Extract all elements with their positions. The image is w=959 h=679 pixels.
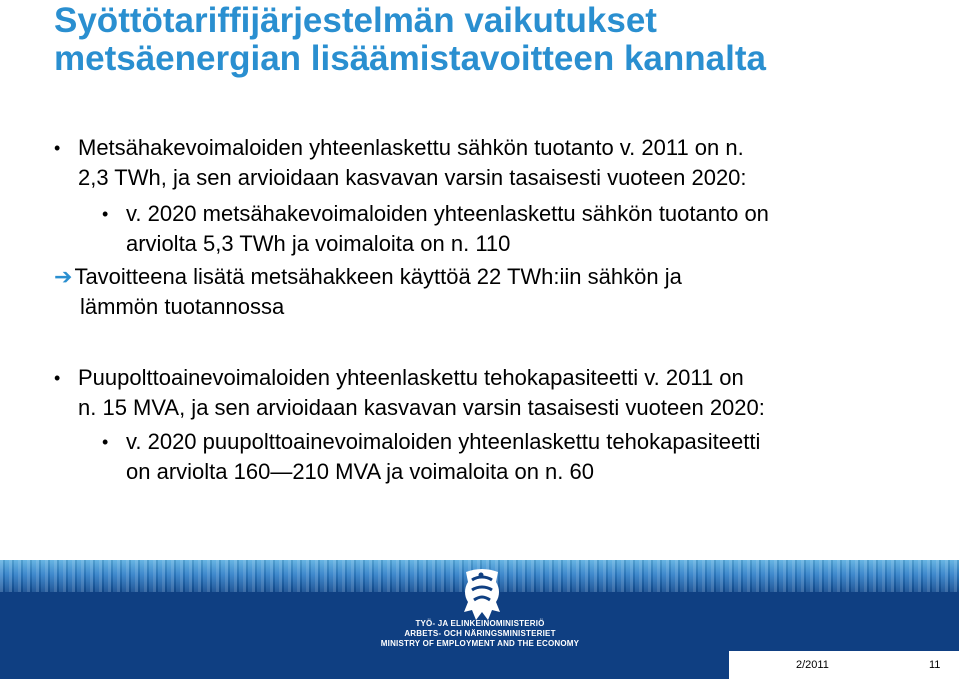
conclusion-line-1: Tavoitteena lisätä metsähakkeen käyttöä 22 TWh:iin sähkön ja (74, 264, 682, 289)
ministry-name (373, 619, 587, 649)
bullet-dot: • (102, 432, 109, 452)
ministry-sv: ARBETS- OCH NÄRINGSMINISTERIET (404, 629, 556, 638)
sub-bullet-1-line-2: arviolta 5,3 TWh ja voimaloita on n. 110 (126, 231, 511, 256)
bullet-1-line-1: Metsähakevoimaloiden yhteenlaskettu sähkön tuotanto v. 2011 on n. (78, 135, 744, 160)
sub-bullet-1-line-1: v. 2020 metsähakevoimaloiden yhteenlaskettu sähkön tuotanto on (126, 201, 769, 226)
slide-date: 2/2011 (796, 659, 829, 671)
bullet-dot: • (102, 204, 109, 224)
sub-bullet-2-line-1: v. 2020 puupolttoainevoimaloiden yhteenlaskettu tehokapasiteetti (126, 429, 761, 454)
page-number: 11 (929, 659, 941, 671)
bullet-1 (54, 133, 747, 193)
footer-band (0, 560, 959, 679)
bullet-dot: • (54, 138, 61, 158)
bullet-2 (54, 363, 765, 423)
title-line-1: Syöttötariffijärjestelmän vaikutukset (54, 1, 657, 40)
sub-bullet-2-line-2: on arviolta 160—210 MVA ja voimaloita on n. 60 (126, 459, 594, 484)
slide-info-box (729, 651, 959, 679)
bullet-1-line-2: 2,3 TWh, ja sen arvioidaan kasvavan varsin tasaisesti vuoteen 2020: (78, 165, 747, 190)
lion-emblem-icon (458, 566, 504, 624)
conclusion-line-2: lämmön tuotannossa (80, 294, 285, 319)
conclusion (54, 262, 682, 322)
arrow-right-icon: ➔ (54, 264, 73, 289)
title-line-2: metsäenergian lisäämistavoitteen kannalta (54, 39, 766, 78)
bullet-2-line-1: Puupolttoainevoimaloiden yhteenlaskettu tehokapasiteetti v. 2011 on (78, 365, 744, 390)
ministry-en: MINISTRY OF EMPLOYMENT AND THE ECONOMY (380, 639, 580, 648)
bullet-dot: • (54, 368, 61, 388)
bullet-2-line-2: n. 15 MVA, ja sen arvioidaan kasvavan varsin tasaisesti vuoteen 2020: (78, 395, 765, 420)
sub-bullet-1 (102, 199, 769, 259)
ministry-fi: TYÖ- JA ELINKEINOMINISTERIÖ (415, 619, 545, 628)
sub-bullet-2 (102, 427, 760, 487)
